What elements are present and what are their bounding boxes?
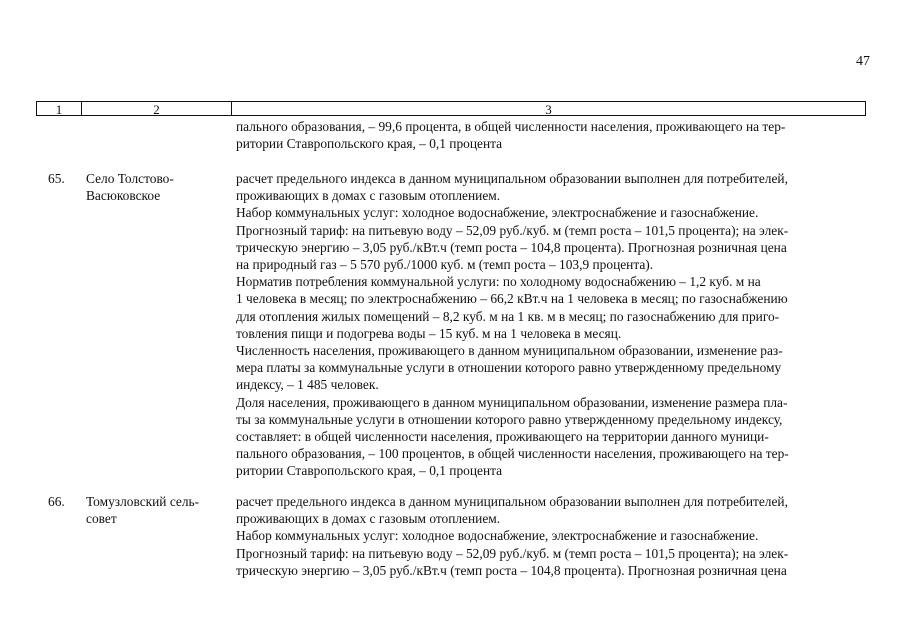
text-line: ты за коммунальные услуги в отношении которого равно утвержденному предельному индексу, xyxy=(236,411,783,427)
entry-number: 66. xyxy=(48,494,65,509)
column-header-2: 2 xyxy=(82,102,232,115)
text-line: пального образования, – 100 процентов, в общей численности населения, проживающего на тер- xyxy=(236,446,789,462)
text-line: расчет предельного индекса в данном муниципальном образовании выполнен для потребителей, xyxy=(236,494,788,509)
entry-description xyxy=(236,170,860,480)
text-line: проживающих в домах с газовым отоплением. xyxy=(236,188,501,204)
entry-name-line: Село Толстово- xyxy=(86,171,174,186)
entry-name-line: совет xyxy=(86,511,117,527)
entry-name xyxy=(86,493,226,527)
text-line: Норматив потребления коммунальной услуги: по холодному водоснабжению – 1,2 куб. м на xyxy=(236,274,761,290)
text-line: для отопления жилых помещений – 8,2 куб. м на 1 кв. м в месяц; по газоснабжению для приго- xyxy=(236,308,780,324)
column-header-1: 1 xyxy=(37,102,82,115)
entry-name xyxy=(86,170,226,204)
entry-number: 65. xyxy=(48,171,65,186)
text-line: Набор коммунальных услуг: холодное водоснабжение, электроснабжение и газоснабжение. xyxy=(236,205,759,221)
text-line: на природный газ – 5 570 руб./1000 куб. м (темп роста – 103,9 процента). xyxy=(236,257,654,273)
text-line: Набор коммунальных услуг: холодное водоснабжение, электроснабжение и газоснабжение. xyxy=(236,528,759,544)
page-number: 47 xyxy=(856,54,870,69)
text-line: ритории Ставропольского края, – 0,1 процента xyxy=(236,463,503,479)
entry-name-line: Томузловский сель- xyxy=(86,494,200,509)
text-line: Прогнозный тариф: на питьевую воду – 52,09 руб./куб. м (темп роста – 101,5 процента); на элек- xyxy=(236,222,789,238)
text-line: мера платы за коммунальные услуги в отношении которого равно утвержденному предельному xyxy=(236,360,782,376)
text-line: расчет предельного индекса в данном муниципальном образовании выполнен для потребителей, xyxy=(236,171,788,186)
entry-name-line: Васюковское xyxy=(86,188,161,204)
text-line: трическую энергию – 3,05 руб./кВт.ч (темп роста – 104,8 процента). Прогнозная розничная цена xyxy=(236,562,787,578)
text-line: Доля населения, проживающего в данном муниципальном образовании, изменение размера пла- xyxy=(236,394,788,410)
text-line: проживающих в домах с газовым отоплением. xyxy=(236,511,501,527)
column-header-3: 3 xyxy=(545,102,552,117)
text-line: 1 человека в месяц; по электроснабжению – 66,2 кВт.ч на 1 человека в месяц; по газоснабжению xyxy=(236,291,788,307)
text-line: пального образования, – 99,6 процента, в общей численности населения, проживающего на тер- xyxy=(236,119,786,134)
text-line: составляет: в общей численности населения, проживающего на территории данного муници- xyxy=(236,429,769,445)
text-line: Численность населения, проживающего в данном муниципальном образовании, изменение раз- xyxy=(236,343,783,359)
text-line: Прогнозный тариф: на питьевую воду – 52,09 руб./куб. м (темп роста – 101,5 процента); на элек- xyxy=(236,545,789,561)
text-line: ритории Ставропольского края, – 0,1 процента xyxy=(236,136,503,152)
text-line: товления пищи и подогрева воды – 15 куб. м на 1 человека в месяц. xyxy=(236,325,622,341)
table-column-header xyxy=(36,101,866,116)
carryover-text xyxy=(236,118,860,152)
text-line: индексу, – 1 485 человек. xyxy=(236,377,379,393)
entry-description xyxy=(236,493,860,579)
text-line: трическую энергию – 3,05 руб./кВт.ч (темп роста – 104,8 процента). Прогнозная розничная цена xyxy=(236,239,787,255)
